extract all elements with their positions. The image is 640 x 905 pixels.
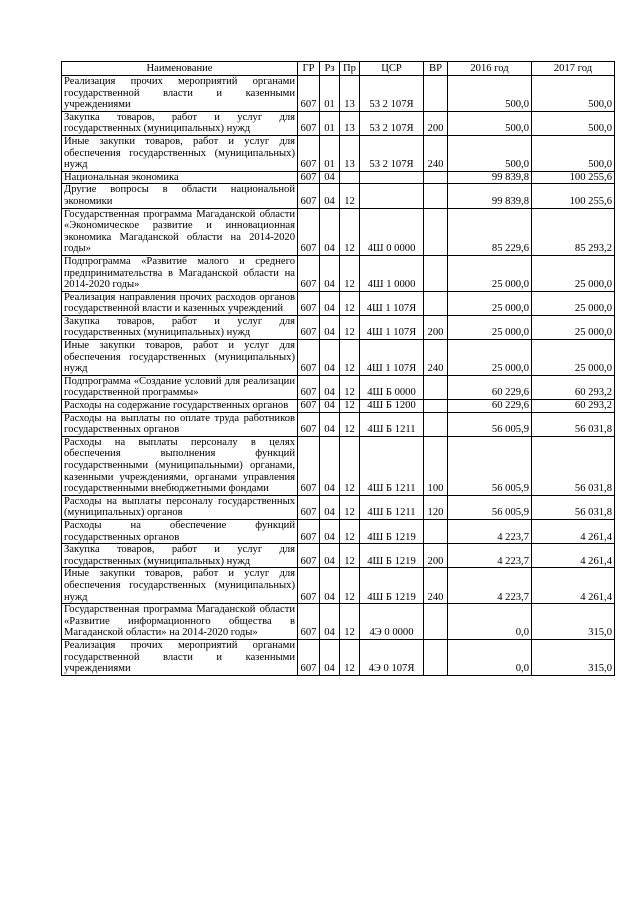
cell-2017: 500,0: [532, 76, 615, 112]
cell-pr: 12: [340, 519, 360, 543]
cell-csr: 4Ш 0 0000: [360, 208, 424, 255]
cell-gr: 607: [298, 519, 320, 543]
cell-2017: 56 031,8: [532, 412, 615, 436]
cell-name: Закупка товаров, работ и услуг для государственных (муниципальных) нужд: [62, 544, 298, 568]
cell-vr: 240: [424, 135, 448, 171]
header-rz: Рз: [320, 62, 340, 76]
cell-pr: 12: [340, 255, 360, 291]
cell-name: Подпрограмма «Развитие малого и среднего предпринимательства в Магаданской области на 2014-2020 годы»: [62, 255, 298, 291]
cell-gr: 607: [298, 135, 320, 171]
cell-2017: 25 000,0: [532, 291, 615, 315]
cell-name: Иные закупки товаров, работ и услуг для обеспечения государственных (муниципальных) нужд: [62, 340, 298, 376]
cell-csr: 4Ш 1 107Я: [360, 291, 424, 315]
cell-vr: [424, 519, 448, 543]
cell-pr: 12: [340, 375, 360, 399]
table-row: [62, 568, 615, 604]
cell-csr: 4Ш Б 1200: [360, 400, 424, 413]
cell-vr: 200: [424, 111, 448, 135]
cell-rz: 04: [320, 519, 340, 543]
cell-vr: 200: [424, 315, 448, 339]
cell-csr: [360, 184, 424, 208]
table-row: [62, 208, 615, 255]
cell-2016: 0,0: [448, 604, 532, 640]
cell-vr: 120: [424, 495, 448, 519]
table-row: [62, 495, 615, 519]
table-row: [62, 291, 615, 315]
cell-name: Подпрограмма «Создание условий для реализации государственной программы»: [62, 375, 298, 399]
header-vr: ВР: [424, 62, 448, 76]
table-row: [62, 544, 615, 568]
table-row: [62, 315, 615, 339]
cell-vr: [424, 639, 448, 675]
cell-name: Расходы на выплаты персоналу государственных (муниципальных) органов: [62, 495, 298, 519]
cell-2016: 25 000,0: [448, 340, 532, 376]
cell-pr: [340, 171, 360, 184]
cell-2017: 500,0: [532, 135, 615, 171]
cell-vr: [424, 412, 448, 436]
cell-name: Иные закупки товаров, работ и услуг для обеспечения государственных (муниципальных) нужд: [62, 135, 298, 171]
cell-2016: 500,0: [448, 135, 532, 171]
cell-csr: 4Ш Б 1219: [360, 544, 424, 568]
cell-2017: 25 000,0: [532, 340, 615, 376]
cell-rz: 04: [320, 495, 340, 519]
cell-rz: 04: [320, 412, 340, 436]
cell-pr: 13: [340, 135, 360, 171]
cell-gr: 607: [298, 412, 320, 436]
header-row: [62, 62, 615, 76]
cell-gr: 607: [298, 639, 320, 675]
cell-gr: 607: [298, 340, 320, 376]
cell-rz: 04: [320, 604, 340, 640]
cell-rz: 04: [320, 291, 340, 315]
cell-csr: 4Ш 1 0000: [360, 255, 424, 291]
cell-gr: 607: [298, 315, 320, 339]
cell-2016: 500,0: [448, 76, 532, 112]
cell-name: Реализация прочих мероприятий органами государственной власти и казенными учреждениями: [62, 639, 298, 675]
cell-pr: 13: [340, 111, 360, 135]
cell-pr: 12: [340, 412, 360, 436]
cell-rz: 04: [320, 340, 340, 376]
cell-gr: 607: [298, 568, 320, 604]
cell-pr: 12: [340, 604, 360, 640]
cell-name: Реализация прочих мероприятий органами государственной власти и казенными учреждениями: [62, 76, 298, 112]
cell-name: Национальная экономика: [62, 171, 298, 184]
table-row: [62, 135, 615, 171]
cell-rz: 04: [320, 639, 340, 675]
cell-rz: 04: [320, 436, 340, 495]
cell-csr: 4Ш Б 1211: [360, 495, 424, 519]
cell-name: Другие вопросы в области национальной экономики: [62, 184, 298, 208]
cell-vr: 100: [424, 436, 448, 495]
cell-2016: 99 839,8: [448, 184, 532, 208]
cell-csr: 4Э 0 107Я: [360, 639, 424, 675]
header-2016: 2016 год: [448, 62, 532, 76]
cell-2017: 500,0: [532, 111, 615, 135]
cell-2017: 4 261,4: [532, 568, 615, 604]
cell-pr: 12: [340, 291, 360, 315]
cell-csr: 4Э 0 0000: [360, 604, 424, 640]
cell-rz: 04: [320, 400, 340, 413]
table-row: [62, 255, 615, 291]
cell-2017: 100 255,6: [532, 171, 615, 184]
cell-csr: 4Ш 1 107Я: [360, 340, 424, 376]
cell-rz: 04: [320, 255, 340, 291]
budget-table: [61, 61, 615, 676]
cell-csr: 4Ш Б 1211: [360, 412, 424, 436]
cell-vr: [424, 255, 448, 291]
cell-gr: 607: [298, 495, 320, 519]
cell-csr: 53 2 107Я: [360, 135, 424, 171]
cell-rz: 01: [320, 76, 340, 112]
cell-pr: 12: [340, 340, 360, 376]
cell-vr: [424, 171, 448, 184]
cell-pr: 12: [340, 436, 360, 495]
cell-pr: 12: [340, 184, 360, 208]
cell-csr: 4Ш Б 1219: [360, 519, 424, 543]
cell-rz: 04: [320, 568, 340, 604]
cell-name: Расходы на выплаты персоналу в целях обеспечения выполнения функций государственными (муниципальными) органами, казенными учреждениями, органами управления государственными внебюджетными фондами: [62, 436, 298, 495]
cell-name: Иные закупки товаров, работ и услуг для обеспечения государственных (муниципальных) нужд: [62, 568, 298, 604]
cell-vr: [424, 76, 448, 112]
cell-2016: 4 223,7: [448, 544, 532, 568]
header-csr: ЦСР: [360, 62, 424, 76]
cell-gr: 607: [298, 375, 320, 399]
cell-name: Государственная программа Магаданской области «Экономическое развитие и инновационная экономика Магаданской области на 2014-2020 годы»: [62, 208, 298, 255]
cell-gr: 607: [298, 255, 320, 291]
cell-pr: 12: [340, 495, 360, 519]
cell-rz: 04: [320, 544, 340, 568]
cell-vr: 200: [424, 544, 448, 568]
table-row: [62, 111, 615, 135]
cell-pr: 12: [340, 568, 360, 604]
cell-gr: 607: [298, 208, 320, 255]
cell-rz: 04: [320, 375, 340, 399]
cell-gr: 607: [298, 604, 320, 640]
cell-gr: 607: [298, 291, 320, 315]
cell-vr: 240: [424, 340, 448, 376]
cell-name: Закупка товаров, работ и услуг для государственных (муниципальных) нужд: [62, 315, 298, 339]
table-row: [62, 375, 615, 399]
cell-pr: 13: [340, 76, 360, 112]
cell-pr: 12: [340, 639, 360, 675]
cell-2016: 85 229,6: [448, 208, 532, 255]
cell-vr: [424, 208, 448, 255]
cell-name: Реализация направления прочих расходов органов государственной власти и казенных учреждений: [62, 291, 298, 315]
table-row: [62, 184, 615, 208]
cell-2017: 60 293,2: [532, 375, 615, 399]
cell-vr: [424, 400, 448, 413]
cell-2016: 25 000,0: [448, 315, 532, 339]
cell-pr: 12: [340, 315, 360, 339]
cell-rz: 04: [320, 208, 340, 255]
cell-gr: 607: [298, 76, 320, 112]
cell-vr: [424, 184, 448, 208]
table-row: [62, 519, 615, 543]
cell-2016: 25 000,0: [448, 291, 532, 315]
cell-pr: 12: [340, 544, 360, 568]
table-row: [62, 604, 615, 640]
cell-csr: 4Ш Б 0000: [360, 375, 424, 399]
cell-csr: 4Ш Б 1219: [360, 568, 424, 604]
cell-name: Закупка товаров, работ и услуг для государственных (муниципальных) нужд: [62, 111, 298, 135]
cell-vr: [424, 375, 448, 399]
table-row: [62, 639, 615, 675]
cell-2016: 60 229,6: [448, 375, 532, 399]
cell-2017: 25 000,0: [532, 315, 615, 339]
header-name: Наименование: [62, 62, 298, 76]
cell-2017: 100 255,6: [532, 184, 615, 208]
cell-2016: 0,0: [448, 639, 532, 675]
table-row: [62, 436, 615, 495]
table-row: [62, 76, 615, 112]
cell-gr: 607: [298, 400, 320, 413]
table-row: [62, 400, 615, 413]
cell-csr: 4Ш Б 1211: [360, 436, 424, 495]
header-pr: Пр: [340, 62, 360, 76]
cell-pr: 12: [340, 400, 360, 413]
cell-2017: 56 031,8: [532, 436, 615, 495]
cell-gr: 607: [298, 184, 320, 208]
cell-2017: 4 261,4: [532, 519, 615, 543]
cell-2017: 4 261,4: [532, 544, 615, 568]
cell-2016: 4 223,7: [448, 519, 532, 543]
cell-2017: 25 000,0: [532, 255, 615, 291]
cell-name: Расходы на содержание государственных органов: [62, 400, 298, 413]
cell-gr: 607: [298, 171, 320, 184]
cell-gr: 607: [298, 436, 320, 495]
cell-vr: [424, 604, 448, 640]
header-gr: ГР: [298, 62, 320, 76]
cell-2016: 99 839,8: [448, 171, 532, 184]
cell-csr: 53 2 107Я: [360, 76, 424, 112]
cell-2017: 315,0: [532, 604, 615, 640]
header-2017: 2017 год: [532, 62, 615, 76]
cell-name: Государственная программа Магаданской области «Развитие информационного общества в Магаданской области» на 2014-2020 годы»: [62, 604, 298, 640]
cell-2016: 56 005,9: [448, 412, 532, 436]
cell-csr: 53 2 107Я: [360, 111, 424, 135]
cell-rz: 01: [320, 135, 340, 171]
cell-2016: 60 229,6: [448, 400, 532, 413]
cell-2016: 500,0: [448, 111, 532, 135]
cell-2017: 85 293,2: [532, 208, 615, 255]
cell-vr: [424, 291, 448, 315]
cell-name: Расходы на выплаты по оплате труда работников государственных органов: [62, 412, 298, 436]
cell-2016: 4 223,7: [448, 568, 532, 604]
cell-2017: 60 293,2: [532, 400, 615, 413]
cell-name: Расходы на обеспечение функций государственных органов: [62, 519, 298, 543]
cell-2016: 56 005,9: [448, 436, 532, 495]
cell-2016: 25 000,0: [448, 255, 532, 291]
cell-csr: 4Ш 1 107Я: [360, 315, 424, 339]
cell-vr: 240: [424, 568, 448, 604]
cell-gr: 607: [298, 544, 320, 568]
cell-pr: 12: [340, 208, 360, 255]
cell-gr: 607: [298, 111, 320, 135]
cell-rz: 04: [320, 184, 340, 208]
table-row: [62, 412, 615, 436]
table-row: [62, 340, 615, 376]
cell-rz: 04: [320, 171, 340, 184]
cell-csr: [360, 171, 424, 184]
cell-rz: 04: [320, 315, 340, 339]
cell-rz: 01: [320, 111, 340, 135]
cell-2016: 56 005,9: [448, 495, 532, 519]
cell-2017: 315,0: [532, 639, 615, 675]
table-row: [62, 171, 615, 184]
cell-2017: 56 031,8: [532, 495, 615, 519]
